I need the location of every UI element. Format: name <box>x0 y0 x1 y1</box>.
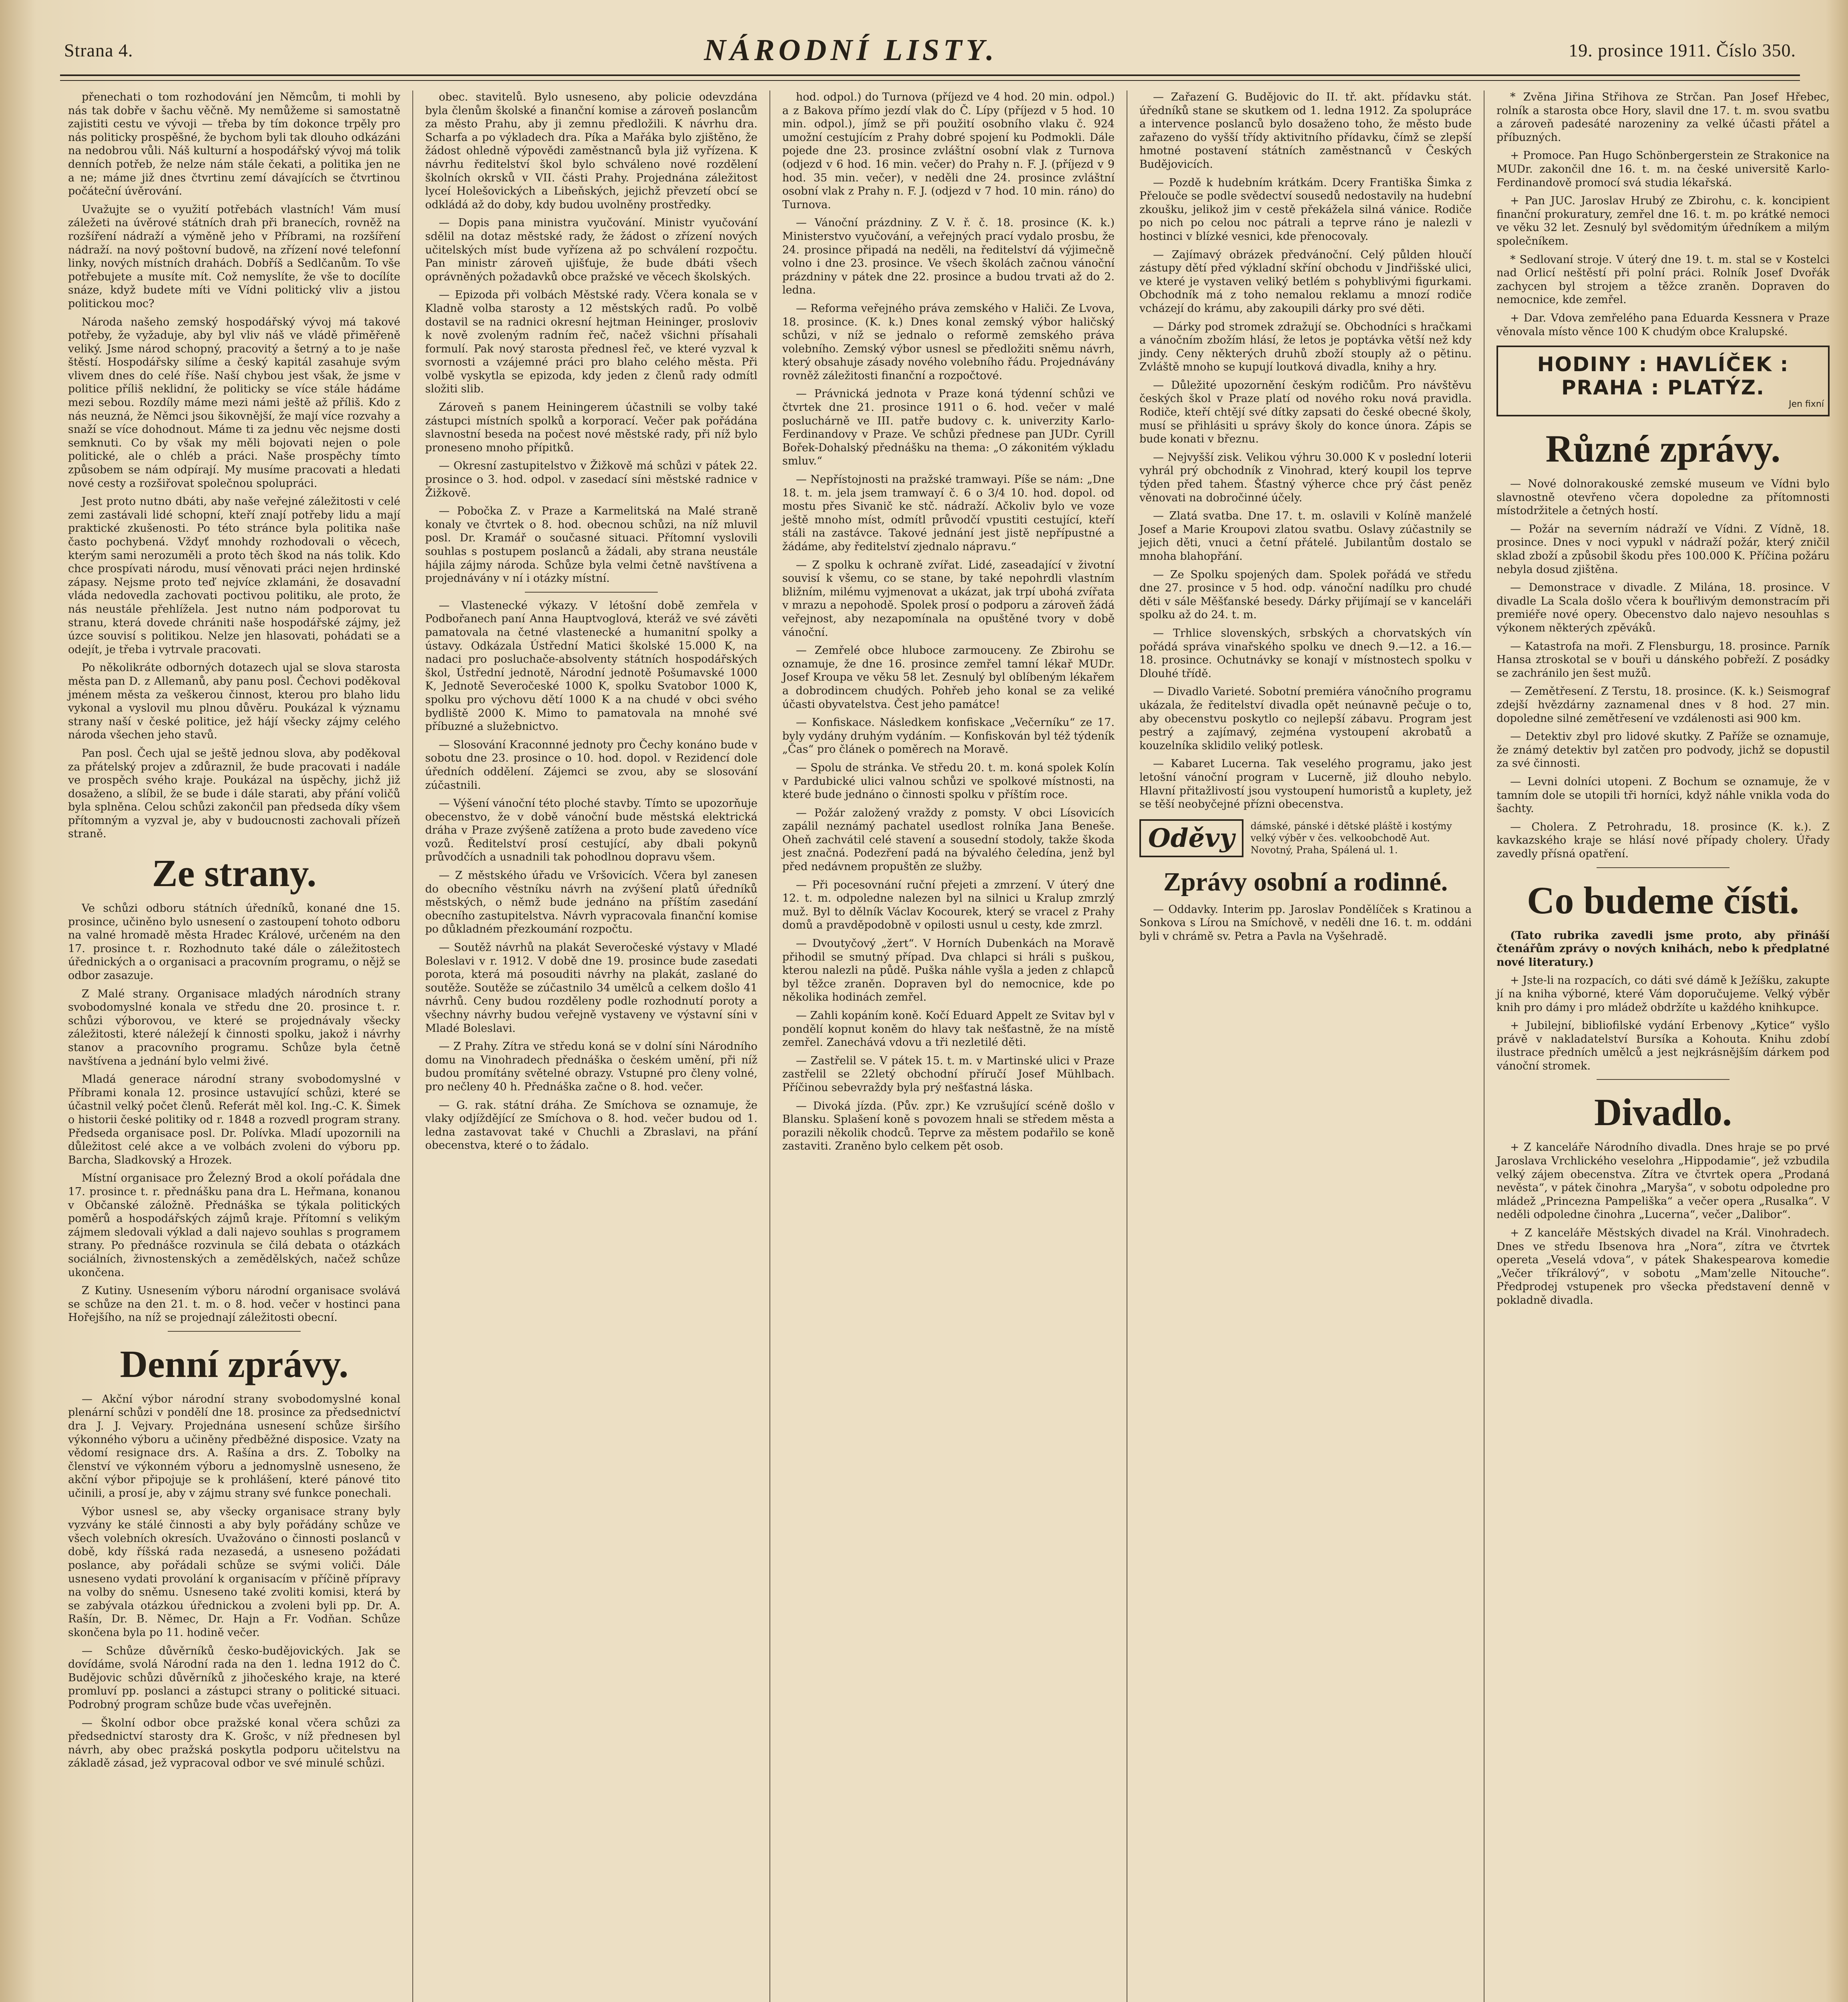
article-text: — Okresní zastupitelstvo v Žižkově má schůzi v pátek 22. prosince o 3. hod. odpol. v zasedací síni městské radnice v Žižkově. <box>425 460 757 499</box>
divider <box>1597 1079 1730 1080</box>
divider <box>1597 867 1730 868</box>
article-text: — Zemřelé obce hluboce zarmouceny. Ze Zbirohu se oznamuje, že dne 16. prosince zemřel tamní lékař MUDr. Josef Kroupa ve věku 58 let. Zesnulý byl oblíbeným lékařem a dobrodincem chudých. Pohřeb jeho konal se za veliké účasti obyvatelstva. Čest jeho památce! <box>782 644 1115 711</box>
article-text: — Detektiv zbyl pro lidové skutky. Z Paříže se oznamuje, že známý detektiv byl zatčen pro podvody, jichž se dopustil za své činnosti. <box>1496 730 1830 770</box>
article-text: Místní organisace pro Železný Brod a okolí pořádala dne 17. prosince t. r. přednášku pana dra L. Heřmana, konanou v Občanské záložně. Přednáška se týkala politických poměrů a hospodářských zájmů kraje. Přítomní s velikým zájmem sledovali výklad a dali najevo souhlas s programem strany. Po přednášce rozvinula se čilá debata o otázkách sociálních, živnostenských a zemědělských, načež schůze ukončena. <box>68 1172 400 1279</box>
article-text: — Trhlice slovenských, srbských a chorvatských vín pořádá správa vinařského spolku ve dnech 9.—12. a 16.—18. prosince. Ochutnávky se konají v místnostech spolku v Dlouhé třídě. <box>1139 627 1472 680</box>
masthead-rule <box>60 74 1800 81</box>
article-text: — Zemětřesení. Z Terstu, 18. prosince. (K. k.) Seismograf zdejší hvězdárny zaznamenal dnes v 8 hod. 27 min. dopoledne silné zemětřesení ve vzdálenosti asi 900 km. <box>1496 685 1830 725</box>
article-text: + Z kanceláře Národního divadla. Dnes hraje se po prvé Jaroslava Vrchlického veselohra „Hippodamie“, jež vzbudila velký zájem obecenstva. Zítra ve čtvrtek opera „Prodaná nevěsta“, v pátek činohra „Maryša“, v sobotu odpoledne pro mládež „Princezna Pampeliška“ a večer opera „Rusalka“. V neděli odpoledne činohra „Lucerna“, večer „Dalibor“. <box>1496 1141 1830 1221</box>
article-text: — Nepřístojnosti na pražské tramwayi. Píše se nám: „Dne 18. t. m. jela jsem tramwayí č. 6 o 3/4 10. hod. dopol. od mostu přes Sivanič ke stč. nádraží. Ačkoliv bylo ve voze ještě mnoho míst, odmítl průvodčí vpustiti cestující, kteří stáli na zastávce. Takové jednání jest jistě nepřípustné a žádáme, aby ředitelství zjednalo nápravu.“ <box>782 473 1115 553</box>
article-text: — Důležité upozornění českým rodičům. Pro návštěvu českých škol v Praze platí od nového roku nová pravidla. Rodiče, kteří chtějí své dítky zapsati do české obecné školy, musí se přihlásiti u správy školy do konce února. Zápis se bude konati v březnu. <box>1139 379 1472 446</box>
article-text: obec. stavitelů. Bylo usneseno, aby policie odevzdána byla členům školské a finanční komise a zároveň poslancům za město Prahu, aby ji zemnu předložili. K návrhu dra. Scharfa a po výkladech dra. Píka a Mařáka bylo zjištěno, že žádost ohledně výpovědi zaměstnanců byla již vyřízena. K návrhu ředitelství škol bylo schváleno nové rozdělení školních okrsků v VII. části Prahy. Projednána záležitost lyceí Holešovických a Libeňských, jejichž převzetí obcí se odkládá až do doby, kdy budou uvolněny prostředky. <box>425 91 757 211</box>
article-text: — G. rak. státní dráha. Ze Smíchova se oznamuje, že vlaky odjíždějící ze Smíchova o 8. hod. večer budou od 1. ledna zastavovat také v Chuchli a Zbraslavi, na přání obecenstva, které o to žádalo. <box>425 1099 757 1152</box>
advertisement-odevy <box>1139 819 1472 857</box>
article-text: — Epizoda při volbách Městské rady. Včera konala se v Kladně volba starosty a 12 městských radů. Po volbě dostavil se na radnici okresní hejtman Heininger, prosloviv k nově zvoleným radním řeč, načež všichni přísahali formulí. Pak nový starosta přednesl řeč, ve které vyzval k svornosti a vzájemné práci pro blaho celého města. Při volbě vyskytla se epizoda, kdy jeden z členů rady odmítl složiti slib. <box>425 289 757 396</box>
article-text: — Z spolku k ochraně zvířat. Lidé, zaseadající v životní souvisí k všemu, co se stane, by také nepohrdli vlastním bližním, milému vyjmenovat a ukázat, jak trpí ubohá zvířata v mrazu a nepohodě. Spolek prosí o podporu a zároveň žádá veřejnost, aby nezapomínala na opuštěné tvory v době vánoční. <box>782 559 1115 639</box>
section-heading-ze-strany: Ze strany. <box>152 852 317 895</box>
article-text: — Soutěž návrhů na plakát Severočeské výstavy v Mladé Boleslavi v r. 1912. V době dne 19. prosince bude zasedati porota, která má posouditi návrhy na plakát, zaslané do soutěže. Soutěže se zúčastnilo 34 umělců a celkem došlo 41 návrhů. Ceny budou rozděleny podle rozhodnutí poroty a všechny návrhy budou veřejně vystaveny ve výstavní síni v Mladé Boleslavi. <box>425 941 757 1035</box>
article-text: — Pozdě k hudebním krátkám. Dcery Františka Šimka z Přelouče se podle svědectví sousedů nedostavily na hudební zkoušku, jelikož jim v cestě překážela silná vánice. Rodiče po nich po celou noc pátrali a teprve ráno je nalezli v hostinci v blízké vesnici, kde přenocovaly. <box>1139 176 1472 243</box>
article-text: Z Malé strany. Organisace mladých národních strany svobodomyslné konala ve středu dne 20. prosince t. r. schůzi výborovou, ve které se projednávaly všecky záležitosti, které náležejí k činnosti spolku, jakož i návrhy stanov a pracovního programu. Schůze byla četně navštívena a jednání bylo velmi živé. <box>68 987 400 1067</box>
section-heading-ruzne-zpravy: Různé zprávy. <box>1545 427 1781 470</box>
article-text: Ve schůzi odboru státních úředníků, konané dne 15. prosince, učiněno bylo usnesení o zastoupení tohoto odboru na valné hromadě města Hradec Králové, určeném na den 17. prosince t. r. Rozhodnuto také dále o záležitostech úřednických a o organisaci a pracovním programu, o nějž se odbor zasazuje. <box>68 902 400 982</box>
article-text: + Z kanceláře Městských divadel na Král. Vinohradech. Dnes ve středu Ibsenova hra „Nora“, zítra ve čtvrtek opereta „Veselá vdova“, v pátek Shakespearova komedie „Večer tříkrálový“, v sobotu „Mam'zelle Nitouche“. Předprodej vstupenek pro všecka představení denně v pokladně divadla. <box>1496 1227 1830 1307</box>
advertisement-text: dámské, pánské i dětské pláště i kostýmy velký výběr v čes. velkoobchodě Aut. Novotný, Praha, Spálená ul. 1. <box>1250 820 1452 856</box>
article-text: Jest proto nutno dbáti, aby naše veřejné záležitosti v celé zemi zastávali lidé schopní, kteří znají potřeby lidu a mají praktické zkušenosti. Po této stránce byla politika naše často pochybená. Vždyť mnohdy rozhodovali o věcech, kterým sami nerozuměli a proto těch škod na nás tolik. Kdo chce prospívati národu, musí věnovati práci nejen hrdinské zápasy. Nejsme proto teď nejvíce zklamáni, že dosavadní vláda nedovedla zachovati poctivou politiku, ale proto, že nás neustále přehlížela. Jest nutno nám podporovat tu stranu, která dovede chrániti naše hospodářské zájmy, jež úzce souvisí s politikou. Nelze jen hlasovati, pohádati se a odejít, je třeba i vytrvale pracovati. <box>68 495 400 656</box>
article-text: + Promoce. Pan Hugo Schönbergerstein ze Strakonice na MUDr. zakončil dne 16. t. m. na české universitě Karlo-Ferdinandově promocí svá studia lékařská. <box>1496 149 1830 189</box>
section-heading-co-budeme-cisti: Co budeme čísti. <box>1527 878 1799 922</box>
article-text: — Spolu de stránka. Ve středu 20. t. m. koná spolek Kolín v Pardubické ulici valnou schůzi ve spolkové místnosti, na které bude jednáno o činnosti spolku v příštím roce. <box>782 761 1115 801</box>
article-text: — Demonstrace v divadle. Z Milána, 18. prosince. V divadle La Scala došlo včera k bouřlivým demonstracím při premiéře nové opery. Obecenstvo dalo najevo nesouhlas s výkonem některých zpěváků. <box>1496 581 1830 635</box>
advertisement-text: HODINY : HAVLÍČEK : PRAHA : PLATÝZ. <box>1537 353 1789 400</box>
article-text: — Schůze důvěrníků česko-budějovických. Jak se dovídáme, svolá Národní rada na den 1. ledna 1912 do Č. Budějovic schůzi důvěrníků z jihočeského kraje, na které promluví pp. poslanci a zástupci strany o politické situaci. Podrobný program schůze bude včas uveřejněn. <box>68 1644 400 1711</box>
article-text: — Pobočka Z. v Praze a Karmelitská na Malé straně konaly ve čtvrtek o 8. hod. obecnou schůzi, na níž mluvil posl. Dr. Kramář o současné situaci. Přítomní vyslovili souhlas s postupem poslanců a žádali, aby strana neustále hájila zájmy národa. Schůze byla velmi četně navštívena a projednávány v ní i otázky místní. <box>425 505 757 585</box>
section-heading-zpravy-osobni: Zprávy osobní a rodinné. <box>1163 867 1448 896</box>
article-text: — Vánoční prázdniny. Z V. ř. č. 18. prosince (K. k.) Ministerstvo vyučování, a veřejných prací vydalo prosbu, že 24. prosince připadá na neděli, na ředitelství dá výjimečně volno i dne 23. prosince. Ve všech školách začnou vánoční prázdniny v pátek dne 22. prosince a budou trvati až do 2. ledna. <box>782 217 1115 297</box>
article-text: — Divadlo Varieté. Sobotní premiéra vánočního programu ukázala, že ředitelství divadla opět neúnavně pečuje o to, aby obecenstvu poskytlo co nejlepší zábavu. Program jest pestrý a zajímavý, zejména vystoupení akrobatů a kouzelníka sklidilo veliký potlesk. <box>1139 685 1472 752</box>
column-5 <box>1484 90 1842 2002</box>
article-text: — Školní odbor obce pražské konal včera schůzi za předsednictví starosty dra K. Grošc, v níž přednesen byl návrh, aby obec pražská poskytla podporu učitelstvu na základě zásad, jež vypracoval odbor ve své minulé schůzi. <box>68 1717 400 1770</box>
article-text: — Divoká jízda. (Pův. zpr.) Ke vzrušující scéně došlo v Blansku. Splašení koně s povozem hnali se středem města a porazili několik chodců. Teprve za městem podařilo se koně zastaviti. Zraněno bylo celkem pět osob. <box>782 1099 1115 1153</box>
article-text: — Slosování Kraconnné jednoty pro Čechy konáno bude v sobotu dne 23. prosince o 10. hod. dopol. v Rezidencí dole úředních oddělení. Zájemci se zvou, aby se slosování zúčastnili. <box>425 738 757 792</box>
newspaper-title: NÁRODNÍ LISTY. <box>704 33 998 67</box>
article-text: — Zlatá svatba. Dne 17. t. m. oslavili v Kolíně manželé Josef a Marie Kroupovi zlatou svatbu. Oslavy zúčastnily se jejich děti, vnuci a četní přátelé. Jubilantům dostalo se mnoha blahopřání. <box>1139 510 1472 563</box>
article-text: — Nové dolnorakouské zemské museum ve Vídni bylo slavnostně otevřeno včera dopoledne za přítomnosti místodržitele a četných hostí. <box>1496 478 1830 517</box>
divider <box>168 1331 301 1332</box>
article-text: + Dar. Vdova zemřelého pana Eduarda Kessnera v Praze věnovala místo věnce 100 K chudým obce Kralupské. <box>1496 312 1830 338</box>
article-text: — Zastřelil se. V pátek 15. t. m. v Martinské ulici v Praze zastřelil se 22letý obchodní příručí Josef Mühlbach. Příčinou sebevraždy byla prý nešťastná láska. <box>782 1054 1115 1094</box>
article-text: — Právnická jednota v Praze koná týdenní schůzi ve čtvrtek dne 21. prosince 1911 o 6. hod. večer v malé posluchárně ve III. patře budovy c. k. univerzity Karlo-Ferdinandovy v Praze. Ve schůzi přednese pan JUDr. Cyrill Bořek-Dohalský přednášku na thema: „O zákonitém výkladu smluv.“ <box>782 388 1115 468</box>
article-text: — Ze Spolku spojených dam. Spolek pořádá ve středu dne 27. prosince v 5 hod. odp. vánoční nadílku pro chudé děti v sále Měšťanské besedy. Dárky přijímají se v kanceláři spolku až do 24. t. m. <box>1139 568 1472 621</box>
article-text: + Jubilejní, bibliofilské vydání Erbenovy „Kytice“ vyšlo právě v nakladatelství Bursíka a Kohouta. Knihu zdobí ilustrace předních umělců a jest nejkrásnějším dárkem pod vánoční stromek. <box>1496 1019 1830 1072</box>
article-text: — Výšení vánoční této ploché stavby. Tímto se upozorňuje obecenstvo, že v době vánoční bude městská elektrická dráha v Praze zvýšeně zatížena a proto bude zavedeno více vozů. Ředitelství prosí cestující, aby dbali pokynů průvodčích a usnadnili tak pohodlnou dopravu všem. <box>425 797 757 864</box>
article-text: — Zahli kopáním koně. Kočí Eduard Appelt ze Svitav byl v pondělí kopnut koněm do hlavy tak nešťastně, že na místě zemřel. Zanechává vdovu a tři nezletilé děti. <box>782 1009 1115 1049</box>
article-text: + Pan JUC. Jaroslav Hrubý ze Zbirohu, c. k. koncipient finanční prokuratury, zemřel dne 16. t. m. po krátké nemoci ve věku 32 let. Zesnulý byl svědomitým úředníkem a milým společníkem. <box>1496 195 1830 247</box>
article-text: hod. odpol.) do Turnova (příjezd ve 4 hod. 20 min. odpol.) a z Bakova přímo jezdí vlak do Č. Lípy (příjezd v 5 hod. 10 min. odpol.), jímž se při použití osobního vlaku č. 924 umožní cestujícím z Prahy dobré spojení ku Podmokli. Dále pojede dne 23. prosince zvláštní osobní vlak z Turnova (odjezd v 6 hod. 16 min. večer) do Prahy n. F. J. (příjezd v 9 hod. 35 min. večer), v neděli dne 24. prosince zvláštní osobní vlak z Prahy n. F. J. (odjezd v 7 hod. 10 min. ráno) do Turnova. <box>782 91 1115 211</box>
divider <box>525 592 658 593</box>
advertisement-hodiny <box>1496 346 1830 416</box>
article-text: + Jste-li na rozpacích, co dáti své dámě k Ježíšku, zakupte jí na kniha výborné, které Vám doporučujeme. Velký výběr knih pro dámy i pro mládež obdržíte u každého knihkupce. <box>1496 974 1830 1014</box>
article-text: — Kabaret Lucerna. Tak veselého programu, jako jest letošní vánoční program v Lucerně, již dlouho nebylo. Hlavní přitažlivostí jsou vystoupení humoristů a kuplety, jež se těší neobyčejné přízni obecenstva. <box>1139 758 1472 811</box>
article-text: — Akční výbor národní strany svobodomyslné konal plenární schůzi v pondělí dne 18. prosince za předsednictví dra J. J. Vejvary. Projednána usnesení schůze širšího výkonného výboru a učiněny předběžné disposice. Vzaty na vědomí resignace drs. A. Rašína a drs. Z. Tobolky na členství ve výkonném výboru a jednomyslně usneseno, že akční výbor připojuje se k prohlášení, které pánové tito učinili, a prosí je, aby v zájmu strany své funkce ponechali. <box>68 1393 400 1500</box>
article-text: Zároveň s panem Heiningerem účastnili se volby také zástupci místních spolků a korporací. Večer pak pořádána slavnostní beseda na počest nové městské rady, při níž bylo proneseno mnoho přípitků. <box>425 401 757 454</box>
article-text: — Při pocesovnání ruční přejeti a zmrzení. V úterý dne 12. t. m. odpoledne nalezen byl na silnici u Kralup zmrzlý muž. Byl to dělník Václav Kocourek, který se vracel z Prahy domů a pravděpodobně v opilosti usnul u cesty, kde zmrzl. <box>782 878 1115 932</box>
article-text: — Dárky pod stromek zdražují se. Obchodníci s hračkami a vánočním zbožím hlásí, že letos je poptávka větší než kdy jindy. Ceny některých druhů zboží stouply až o pětinu. Zvláště mnoho se kupují loutková divadla, knihy a hry. <box>1139 320 1472 374</box>
article-text: * Zvěna Jiřina Střihova ze Strčan. Pan Josef Hřebec, rolník a starosta obce Hory, slavil dne 17. t. m. svou svatbu a zároveň padesáté narozeniny za velké účasti přátel a příbuzných. <box>1496 91 1830 144</box>
article-text: — Zařazení G. Budějovic do II. tř. akt. přídavku stát. úředníků stane se skutkem od 1. ledna 1912. Za spolupráce a intervence poslanců bylo dosaženo toho, že město bude zařazeno do vyšší třídy aktivitního přídavku, čímž se zlepší hmotné postavení státních zaměstnanců v Českých Budějovicích. <box>1139 91 1472 171</box>
article-text: — Dvoutyčový „žert“. V Horních Dubenkách na Moravě přihodil se smutný případ. Dva chlapci si hráli s puškou, kterou nalezli na půdě. Puška náhle vyšla a jeden z chlapců byl těžce zraněn. Dopraven byl do nemocnice, kde po několika hodinách zemřel. <box>782 937 1115 1004</box>
article-text: přenechati o tom rozhodování jen Němcům, ti mohli by nás tak dobře v šachu věčně. My nemůžeme si samostatně zajistiti cestu ve vývoji — třeba by tím dokonce trpěly pro nás politicky prospěšné, že bychom byli tak dlouho odkázáni na nedobrou vůli. Náš kulturní a hospodářský vývoj má tolik denních potřeb, že nelze nám stále čekati, a politika jen ne a ne; máme již dnes čtvrtinu zemí dávajících se čtvrtinou počáteční úvěrování. <box>68 91 400 198</box>
article-text: — Nejvyšší zisk. Velikou výhru 30.000 K v poslední loterii vyhrál prý obchodník z Vinohrad, který koupil los teprve týden před tahem. Šťastný výherce chce prý část peněz věnovati na dobročinné účely. <box>1139 451 1472 504</box>
article-text: — Cholera. Z Petrohradu, 18. prosince (K. k.). Z kavkazského kraje se hlásí nové případy cholery. Úřady zavedly přísná opatření. <box>1496 820 1830 860</box>
section-heading-denni-zpravy: Denní zprávy. <box>120 1342 349 1385</box>
article-text: — Katastrofa na moři. Z Flensburgu, 18. prosince. Parník Hansa ztroskotal se v bouři u dánského pobřeží. Z posádky se zachránilo jen šest mužů. <box>1496 640 1830 679</box>
columns <box>56 90 1830 2002</box>
article-text: — Reforma veřejného práva zemského v Haliči. Ze Lvova, 18. prosince. (K. k.) Dnes konal zemský výbor haličský schůzi, v níž se jednalo o reformě zemského práva volebního. Zemský výbor usnesl se předložiti sněmu návrh, který obsahuje zásady nového volebního řádu. Projednávány rovněž záležitosti finanční a rozpočtové. <box>782 302 1115 382</box>
column-4 <box>1127 90 1484 2002</box>
article-text: Po několikráte odborných dotazech ujal se slova starosta města pan D. z Allemanů, aby panu posl. Čechovi poděkoval jménem města za veškerou činnost, kterou pro blaho lidu vykonal a vyslovil mu plnou důvěru. Poukázal k významu strany naší v české politice, jež hájí všecky zájmy celého národa všechen jeho stavů. <box>68 661 400 742</box>
article-text: — Požár na severním nádraží ve Vídni. Z Vídně, 18. prosince. Dnes v noci vypukl v nádraží požár, který zničil sklad zboží a způsobil škodu přes 100.000 K. Příčina požáru nebyla dosud zjištěna. <box>1496 523 1830 576</box>
article-text: Národa našeho zemský hospodářský vývoj má takové potřeby, že vyžaduje, aby byl vliv náš ve vládě přiměřeně veliký. Jsme národ schopný, pracovitý a šetrný a to je naše štěstí. Hospodářsky silíme a český kapitál zasahuje svým vlivem dnes do celé říše. Naší chybou jest však, že jsme v politice příliš neklidní, že politicky se více stále hádáme mezi sebou. Rozdíly máme mezi námi ještě až příliš. Kdo z nás neuzná, že Němci jsou šikovnější, že mají více rozvahy a snaží se více dohodnout. Máme ti za jednu věc nejsme dosti semknuti. Co by však my měli bojovati nejen o pole politické, ale o chléb a práci. Naše prospěchy tímto způsobem se nám odpírají. My musíme pracovati a hledati nové cesty a rozšiřovat společnou spolupráci. <box>68 316 400 490</box>
article-text: — Zajímavý obrázek předvánoční. Celý půlden hloučí zástupy dětí před výkladní skříní obchodu v Jindřišské ulici, ve které je vystaven veliký betlém s pohyblivými figurkami. Obchodník má z toho nemalou reklamu a mnozí rodiče vcházejí do krámu, aby zakoupili dárky pro své děti. <box>1139 248 1472 315</box>
advertisement-logo: Oděvy <box>1139 819 1243 857</box>
article-text: — Dopis pana ministra vyučování. Ministr vyučování sdělil na dotaz městské rady, že žádost o zřízení nových učitelských míst bude vyřízena až po schválení rozpočtu. Pan ministr zároveň ujišťuje, že bude dbáti všech oprávněných požadavků obce pražské ve věcech školských. <box>425 217 757 283</box>
column-2 <box>413 90 770 2002</box>
article-text: — Z městského úřadu ve Vršovicích. Včera byl zanesen do obecního věstníku návrh na zvýšení platů úředníků městských, o němž bude jednáno na příštím zasedání obecního zastupitelstva. Návrh vypracovala finanční komise po důkladném přezkoumání rozpočtu. <box>425 869 757 936</box>
article-text: — Konfiskace. Následkem konfiskace „Večerníku“ ze 17. byly vydány druhým vydáním. — Konfiskován byl též týdeník „Čas“ pro článek o poměrech na Moravě. <box>782 716 1115 756</box>
article-text: Výbor usnesl se, aby všecky organisace strany byly vyzvány ke stálé činnosti a aby byly pořádány schůze ve všech volebních okresích. Uvažováno o činnosti poslanců v době, kdy říšská rada nezasedá, a usneseno požádati poslance, aby pořádali schůze se svými voliči. Dále usneseno vydati provolání k organisacím v příčině přípravy na volby do sněmu. Usneseno také zvoliti komisi, která by se zabývala otázkou úřednickou a zvoleni byli pp. Dr. A. Rašín, Dr. B. Němec, Dr. Hajn a Fr. Vodňan. Schůze skončena byla po 11. hodině večer. <box>68 1505 400 1639</box>
article-text: — Požár založený vraždy z pomsty. V obci Lísovicích zapálil neznámý pachatel usedlost rolníka Jana Beneše. Oheň zachvátil celé stavení a sousední stodoly, takže škoda jest značná. Podezření padá na bývalého čeledína, jenž byl před nedávnem propuštěn ze služby. <box>782 806 1115 873</box>
rubric-notice: (Tato rubrika zavedli jsme proto, aby přináší čtenářům zprávy o nových knihách, nebo k předplatné nové literatury.) <box>1496 929 1830 969</box>
article-text: — Oddavky. Interim pp. Jaroslav Pondělíček s Kratinou a Sonkova s Lírou na Smíchově, v neděli dne 16. t. m. oddáni byli v chrámě sv. Petra a Pavla na Vyšehradě. <box>1139 903 1472 943</box>
column-1 <box>56 90 413 2002</box>
article-text: Uvažujte se o využití potřebách vlastních! Vám musí záležeti na úvěrové státních drah při branecích, rovněž na rozšíření nádraží a výměně jeho v Příbrami, na rozšíření nádraží. na nový poštovní budově, na zřízení nové telefonní linky, nových místních drahách. Dobříš a Sedlčanům. To vše potřebujete a musíte mít. Což nemyslíte, že vše to docílíte snáze, když budete míti ve Vídni politický vliv a jistou politickou moc? <box>68 203 400 310</box>
column-3 <box>770 90 1127 2002</box>
masthead <box>56 28 1804 72</box>
article-text: — Z Prahy. Zítra ve středu koná se v dolní síni Národního domu na Vinohradech přednáška o českém umění, při níž budou promítány světelné obrazy. Vstupné pro členy volné, pro nečleny 40 h. Přednáška začne o 8. hod. večer. <box>425 1040 757 1093</box>
article-text: Mladá generace národní strany svobodomyslné v Příbrami konala 12. prosince ustavující schůzi, které se účastnil velký počet členů. Referát měl kol. Ing.-C. K. Šimek o historii české politiky od r. 1848 a rozvedl program strany. Předseda organisace posl. Dr. Polívka. Mladí upozornili na důležitost celé akce a ve volbách zvoleni do výboru pp. Barcha, Sladkovský a Hrozek. <box>68 1073 400 1166</box>
article-text: — Levni dolníci utopeni. Z Bochum se oznamuje, že v tamním dole se utopili tři horníci, když náhle vnikla voda do šachty. <box>1496 775 1830 815</box>
advertisement-subtext: Jen fixní <box>1789 399 1824 410</box>
section-heading-divadlo: Divadlo. <box>1594 1091 1732 1134</box>
article-text: — Vlastenecké výkazy. V létošní době zemřela v Podbořanech paní Anna Hauptvoglová, kteráž ve své závěti pamatovala na četné vlastenecké a humanitní spolky a ústavy. Odkázala Ústřední Matici školské 15.000 K, na nadaci pro posluchače-absolventy státních hospodářských škol, Ústřední jednotě, Národní jednotě Pošumavské 1000 K, Jednotě Severočeské 1000 K, spolku Svatobor 1000 K, spolku pro výchovu dětí 1000 K a na chudé v obci svého bydliště 2000 K. Mimo to pamatovala na mnohé své příbuzné a služebnictvo. <box>425 599 757 733</box>
page-number: Strana 4. <box>64 40 133 60</box>
issue-date: 19. prosince 1911. Číslo 350. <box>1569 40 1796 60</box>
article-text: Z Kutiny. Usnesením výboru národní organisace svolává se schůze na den 21. t. m. o 8. hod. večer v hostinci pana Hořejšího, na níž se projednají záležitosti obecní. <box>68 1284 400 1324</box>
article-text: * Sedlovaní stroje. V úterý dne 19. t. m. stal se v Kostelci nad Orlicí neštěstí při polní práci. Rolník Josef Dvořák zachycen byl strojem a těžce zraněn. Dopraven do nemocnice, kde zemřel. <box>1496 253 1830 306</box>
article-text: Pan posl. Čech ujal se ještě jednou slova, aby poděkoval za přátelský projev a zdůraznil, že bude pracovati i nadále ve prospěch svého kraje. Poukázal na úspěchy, jichž již dosaženo, a slíbil, že se bude i dále starati, aby přání voličů byla splněna. Celou schůzi zakončil pan předseda díky všem přítomným a vyzval je, aby v budoucnosti zachovali přízeň straně. <box>68 747 400 840</box>
